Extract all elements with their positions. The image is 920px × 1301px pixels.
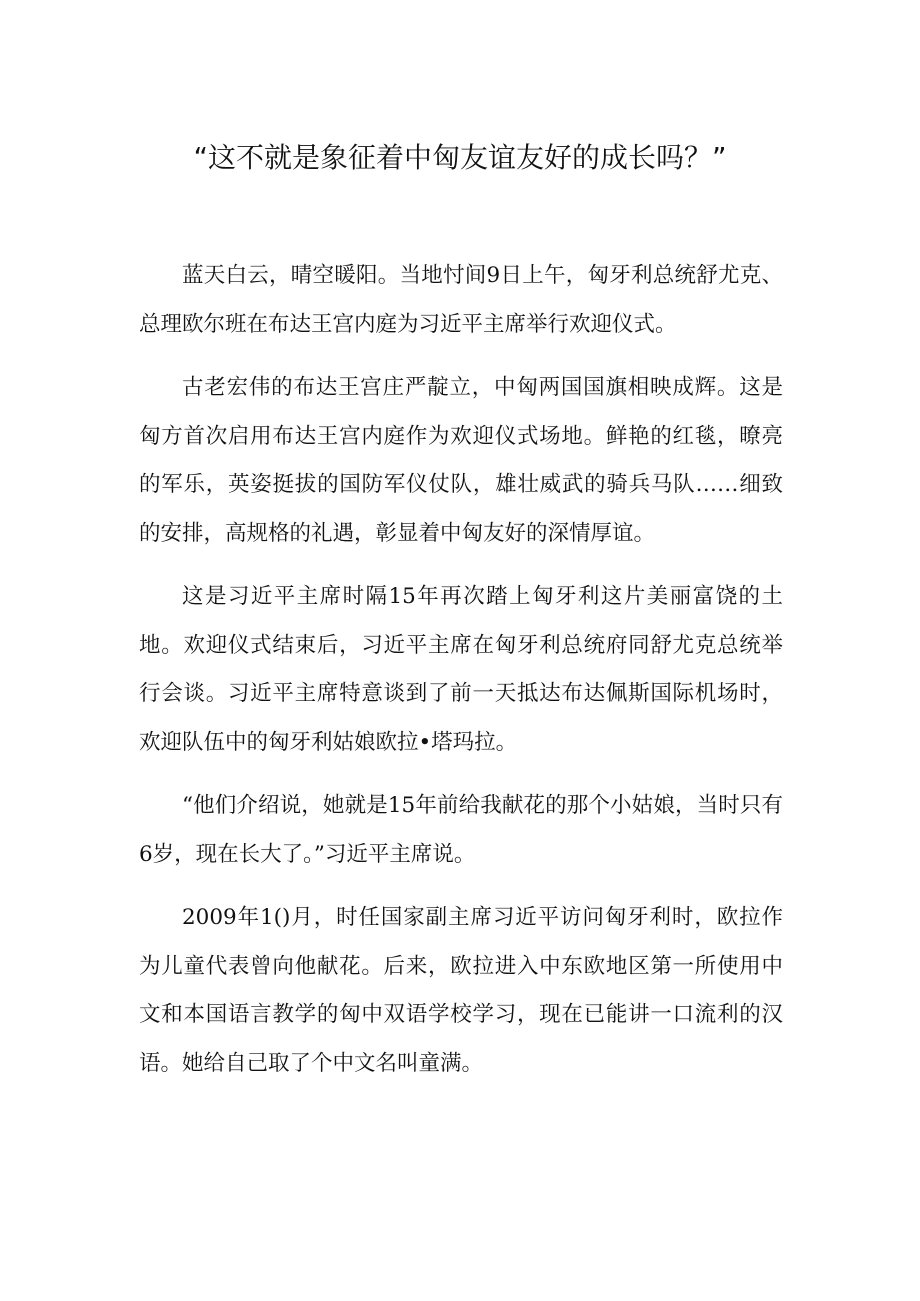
document-body [139,252,783,1088]
paragraph: 古老宏伟的布达王宫庄严靛立，中匈两国国旗相映成辉。这是匈方首次启用布达王宫内庭作为欢迎仪式场地。鲜艳的红毯，暸亮的军乐，英姿挺拔的国防军仪仗队，雄壮威武的骑兵马队……细致的安排，高规格的礼遇，彰显着中匈友好的深情厚谊。 [139,375,783,546]
paragraph: 蓝天白云，晴空暖阳。当地忖间9日上午，匈牙利总统舒尤克、总理欧尔班在布达王宫内庭为习近平主席举行欢迎仪式。 [139,263,783,337]
paragraph: 这是习近平主席时隔15年再次踏上匈牙利这片美丽富饶的土地。欢迎仪式结束后，习近平主席在匈牙利总统府同舒尤克总统举行会谈。习近平主席特意谈到了前一天抵达布达佩斯国际机场时，欢迎队伍中的匈牙利姑娘欧拉•塔玛拉。 [139,584,783,755]
paragraph: “他们介绍说，她就是15年前给我献花的那个小姑娘，当时只有6岁，现在长大了。”习近平主席说。 [139,793,783,867]
paragraph: 2009年1()月，时任国家副主席习近平访问匈牙利时，欧拉作为儿童代表曾向他献花。后来，欧拉进入中东欧地区第一所使用中文和本国语言教学的匈中双语学校学习，现在已能讲一口流利的汉语。她给自己取了个中文名叫童满。 [139,905,783,1076]
document-title: “这不就是象征着中匈友谊友好的成长吗？” [193,141,727,174]
